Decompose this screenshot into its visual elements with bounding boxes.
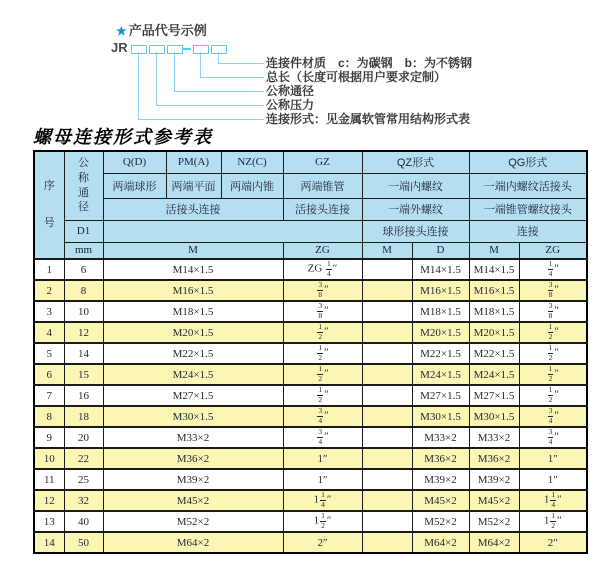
header-qz-m-unit: M [362, 242, 412, 259]
fraction: $\frac{3}{4}$ [548, 406, 553, 425]
row-qz-m [362, 490, 412, 511]
table-row [34, 469, 587, 490]
row-qg-m: M24×1.5 [469, 364, 519, 385]
fraction: $\frac{3}{8}$ [318, 280, 323, 299]
row-qz-d: M27×1.5 [412, 385, 469, 406]
row-thread-m: M20×1.5 [103, 322, 283, 343]
row-qg-zg: $\frac{1}{2}$ ″ [519, 322, 587, 343]
row-qz-d: M14×1.5 [412, 259, 469, 280]
table-row [34, 343, 587, 364]
page-title: 螺母连接形式参考表 [33, 127, 213, 147]
row-qz-d: M24×1.5 [412, 364, 469, 385]
row-gz-zg: 1″ [283, 448, 362, 469]
row-qz-m [362, 448, 412, 469]
row-qz-m [362, 385, 412, 406]
row-dn: 22 [64, 448, 103, 469]
connector-line [218, 63, 264, 64]
row-gz-zg: $\frac{3}{8}$ ″ [283, 280, 362, 301]
header-nominal-diameter: 公 称 通 径 [64, 151, 103, 220]
row-thread-m: M52×2 [103, 511, 283, 532]
row-seq: 9 [34, 427, 64, 448]
table-row [34, 385, 587, 406]
row-qz-m [362, 469, 412, 490]
row-seq: 11 [34, 469, 64, 490]
row-qg-zg: $\frac{3}{4}$ ″ [519, 427, 587, 448]
header-nz: NZ(C) [221, 151, 283, 173]
row-gz-zg: $\frac{3}{4}$ ″ [283, 406, 362, 427]
row-thread-m: M16×1.5 [103, 280, 283, 301]
table-row [34, 322, 587, 343]
connector-line [200, 52, 201, 77]
row-dn: 12 [64, 322, 103, 343]
row-qg-m: M52×2 [469, 511, 519, 532]
row-gz-zg: 1 $\frac{1}{4}$ ″ [283, 490, 362, 511]
header-qg-zg-unit: ZG [519, 242, 587, 259]
connector-line [200, 77, 264, 78]
code-box-3 [167, 45, 183, 54]
row-dn: 20 [64, 427, 103, 448]
row-qz-m [362, 280, 412, 301]
header-qz-d-unit: D [412, 242, 469, 259]
header-union-connection: 活接头连接 [103, 198, 283, 220]
row-qz-d: M22×1.5 [412, 343, 469, 364]
header-qg: QG形式 [469, 151, 587, 173]
row-qz-m [362, 427, 412, 448]
header-qz-external: 一端外螺纹 [362, 198, 469, 220]
table-row [34, 427, 587, 448]
row-qg-zg: $\frac{1}{4}$ ″ [519, 259, 587, 280]
row-qg-m: M16×1.5 [469, 280, 519, 301]
fraction: $\frac{1}{2}$ [551, 511, 556, 530]
connector-line [138, 52, 139, 119]
fraction: $\frac{1}{2}$ [318, 322, 323, 341]
fraction: $\frac{1}{2}$ [548, 364, 553, 383]
fraction: $\frac{3}{4}$ [548, 427, 553, 446]
row-gz-zg: 1″ [283, 469, 362, 490]
row-qz-m [362, 259, 412, 280]
row-gz-zg: $\frac{1}{2}$ ″ [283, 364, 362, 385]
connector-line [174, 91, 264, 92]
header-gz-desc: 两端锥管 [283, 173, 362, 198]
row-qz-m [362, 532, 412, 553]
row-qg-zg: $\frac{3}{8}$ ″ [519, 280, 587, 301]
row-qz-m [362, 406, 412, 427]
row-gz-zg: 2″ [283, 532, 362, 553]
row-qg-zg: 1″ [519, 448, 587, 469]
row-seq: 2 [34, 280, 64, 301]
diagram-label-material: 连接件材质 c：为碳钢 b：为不锈钢 [266, 56, 473, 70]
diagram-heading [116, 20, 207, 39]
header-qg-m-unit: M [469, 242, 519, 259]
header-qz: QZ形式 [362, 151, 469, 173]
table-row [34, 511, 587, 532]
header-qg-desc: 一端内螺纹活接头 [469, 173, 587, 198]
row-qz-d: M20×1.5 [412, 322, 469, 343]
fraction: $\frac{3}{4}$ [318, 427, 323, 446]
fraction: $\frac{1}{4}$ [321, 490, 325, 509]
fraction: $\frac{1}{4}$ [327, 259, 331, 278]
header-q-desc: 两端球形 [103, 173, 166, 198]
row-thread-m: M39×2 [103, 469, 283, 490]
row-qg-zg: 2″ [519, 532, 587, 553]
connector-line [138, 119, 264, 120]
row-seq: 14 [34, 532, 64, 553]
nut-connection-reference-table [33, 150, 588, 554]
fraction: $\frac{3}{8}$ [318, 301, 323, 320]
row-qg-m: M14×1.5 [469, 259, 519, 280]
row-gz-zg: 1 $\frac{1}{2}$ ″ [283, 511, 362, 532]
row-thread-m: M45×2 [103, 490, 283, 511]
row-seq: 8 [34, 406, 64, 427]
fraction: $\frac{3}{8}$ [548, 301, 553, 320]
diagram-label-diameter: 公称通径 [266, 84, 315, 98]
row-thread-m: M27×1.5 [103, 385, 283, 406]
row-gz-zg: $\frac{3}{4}$ ″ [283, 427, 362, 448]
row-qg-zg: $\frac{3}{8}$ ″ [519, 301, 587, 322]
header-qz-desc: 一端内螺纹 [362, 173, 469, 198]
connector-line [218, 52, 219, 63]
row-seq: 12 [34, 490, 64, 511]
row-qg-zg: $\frac{1}{2}$ ″ [519, 343, 587, 364]
row-seq: 7 [34, 385, 64, 406]
row-qz-m [362, 343, 412, 364]
fraction: $\frac{1}{4}$ [548, 259, 553, 278]
table-row [34, 364, 587, 385]
row-dn: 6 [64, 259, 103, 280]
diagram-label-pressure: 公称压力 [266, 98, 315, 112]
row-dn: 18 [64, 406, 103, 427]
row-thread-m: M22×1.5 [103, 343, 283, 364]
row-qg-m: M20×1.5 [469, 322, 519, 343]
row-dn: 8 [64, 280, 103, 301]
fraction: $\frac{1}{2}$ [548, 343, 553, 362]
table-row [34, 301, 587, 322]
header-m-unit: M [103, 242, 283, 259]
row-thread-m: M24×1.5 [103, 364, 283, 385]
row-qg-m: M36×2 [469, 448, 519, 469]
row-gz-zg: $\frac{3}{8}$ ″ [283, 301, 362, 322]
row-qz-m [362, 322, 412, 343]
product-code-prefix: JR [111, 40, 128, 55]
code-dash [183, 48, 191, 50]
row-qz-d: M52×2 [412, 511, 469, 532]
row-dn: 40 [64, 511, 103, 532]
row-thread-m: M33×2 [103, 427, 283, 448]
header-d1: D1 [64, 220, 103, 242]
row-qz-d: M30×1.5 [412, 406, 469, 427]
row-seq: 1 [34, 259, 64, 280]
header-mm: mm [64, 242, 103, 259]
row-thread-m: M14×1.5 [103, 259, 283, 280]
row-qz-d: M39×2 [412, 469, 469, 490]
row-qg-m: M27×1.5 [469, 385, 519, 406]
row-qz-d: M18×1.5 [412, 301, 469, 322]
star-icon: ★ [116, 24, 127, 38]
row-gz-zg: $\frac{1}{2}$ ″ [283, 343, 362, 364]
row-seq: 4 [34, 322, 64, 343]
row-qg-m: M39×2 [469, 469, 519, 490]
header-nz-desc: 两端内锥 [221, 173, 283, 198]
row-thread-m: M64×2 [103, 532, 283, 553]
row-qz-d: M64×2 [412, 532, 469, 553]
row-qg-m: M33×2 [469, 427, 519, 448]
table-row [34, 259, 587, 280]
row-qz-m [362, 511, 412, 532]
row-dn: 50 [64, 532, 103, 553]
row-dn: 32 [64, 490, 103, 511]
row-dn: 14 [64, 343, 103, 364]
row-qg-zg: 1 $\frac{1}{4}$ ″ [519, 490, 587, 511]
row-qg-zg: $\frac{3}{4}$ ″ [519, 406, 587, 427]
fraction: $\frac{1}{2}$ [318, 343, 323, 362]
row-qg-zg: 1 $\frac{1}{2}$ ″ [519, 511, 587, 532]
row-dn: 25 [64, 469, 103, 490]
row-qg-zg: 1″ [519, 469, 587, 490]
row-seq: 5 [34, 343, 64, 364]
row-qz-m [362, 364, 412, 385]
diagram-label-length: 总长（长度可根据用户要求定制） [266, 70, 447, 84]
code-box-1 [131, 45, 147, 54]
connector-line [174, 52, 175, 91]
table-row [34, 280, 587, 301]
fraction: $\frac{1}{2}$ [548, 385, 553, 404]
row-qg-zg: $\frac{1}{2}$ ″ [519, 364, 587, 385]
fraction: $\frac{1}{4}$ [551, 490, 556, 509]
empty-cell [103, 220, 362, 242]
table-row [34, 532, 587, 553]
row-qg-m: M45×2 [469, 490, 519, 511]
table-body [34, 259, 587, 553]
diagram-heading-text: 产品代号示例 [128, 23, 207, 38]
row-seq: 13 [34, 511, 64, 532]
row-dn: 10 [64, 301, 103, 322]
row-qg-m: M22×1.5 [469, 343, 519, 364]
row-qz-d: M16×1.5 [412, 280, 469, 301]
row-gz-zg: $\frac{1}{2}$ ″ [283, 322, 362, 343]
header-ball-joint-connection: 球形接头连接 [362, 220, 469, 242]
row-gz-zg: ZG $\frac{1}{4}$ ″ [283, 259, 362, 280]
row-dn: 15 [64, 364, 103, 385]
fraction: $\frac{1}{2}$ [318, 385, 323, 404]
fraction: $\frac{1}{2}$ [318, 364, 323, 383]
row-qz-d: M45×2 [412, 490, 469, 511]
header-gz-union: 活接头连接 [283, 198, 362, 220]
connector-line [156, 52, 157, 105]
code-box-5 [211, 45, 227, 54]
header-connection: 连接 [469, 220, 587, 242]
row-seq: 10 [34, 448, 64, 469]
header-q: Q(D) [103, 151, 166, 173]
row-seq: 6 [34, 364, 64, 385]
connector-line [156, 105, 264, 106]
header-zg-unit: ZG [283, 242, 362, 259]
fraction: $\frac{3}{4}$ [318, 406, 323, 425]
row-qz-d: M36×2 [412, 448, 469, 469]
fraction: $\frac{1}{2}$ [548, 322, 553, 341]
row-seq: 3 [34, 301, 64, 322]
header-gz: GZ [283, 151, 362, 173]
header-pm-desc: 两端平面 [166, 173, 221, 198]
code-box-2 [149, 45, 165, 54]
header-seq: 序 号 [34, 151, 64, 259]
fraction: $\frac{3}{8}$ [548, 280, 553, 299]
row-thread-m: M18×1.5 [103, 301, 283, 322]
header-pm: PM(A) [166, 151, 221, 173]
row-qg-m: M64×2 [469, 532, 519, 553]
table-row [34, 490, 587, 511]
row-qz-d: M33×2 [412, 427, 469, 448]
row-qg-zg: $\frac{1}{2}$ ″ [519, 385, 587, 406]
code-box-4 [193, 45, 209, 54]
diagram-label-connection: 连接形式：见金属软管常用结构形式表 [266, 112, 471, 126]
fraction: $\frac{1}{2}$ [321, 511, 325, 530]
row-thread-m: M36×2 [103, 448, 283, 469]
row-qg-m: M18×1.5 [469, 301, 519, 322]
row-gz-zg: $\frac{1}{2}$ ″ [283, 385, 362, 406]
row-dn: 16 [64, 385, 103, 406]
header-qg-taper: 一端锥管螺纹接头 [469, 198, 587, 220]
table-row [34, 448, 587, 469]
table-row [34, 406, 587, 427]
row-thread-m: M30×1.5 [103, 406, 283, 427]
row-qg-m: M30×1.5 [469, 406, 519, 427]
row-qz-m [362, 301, 412, 322]
